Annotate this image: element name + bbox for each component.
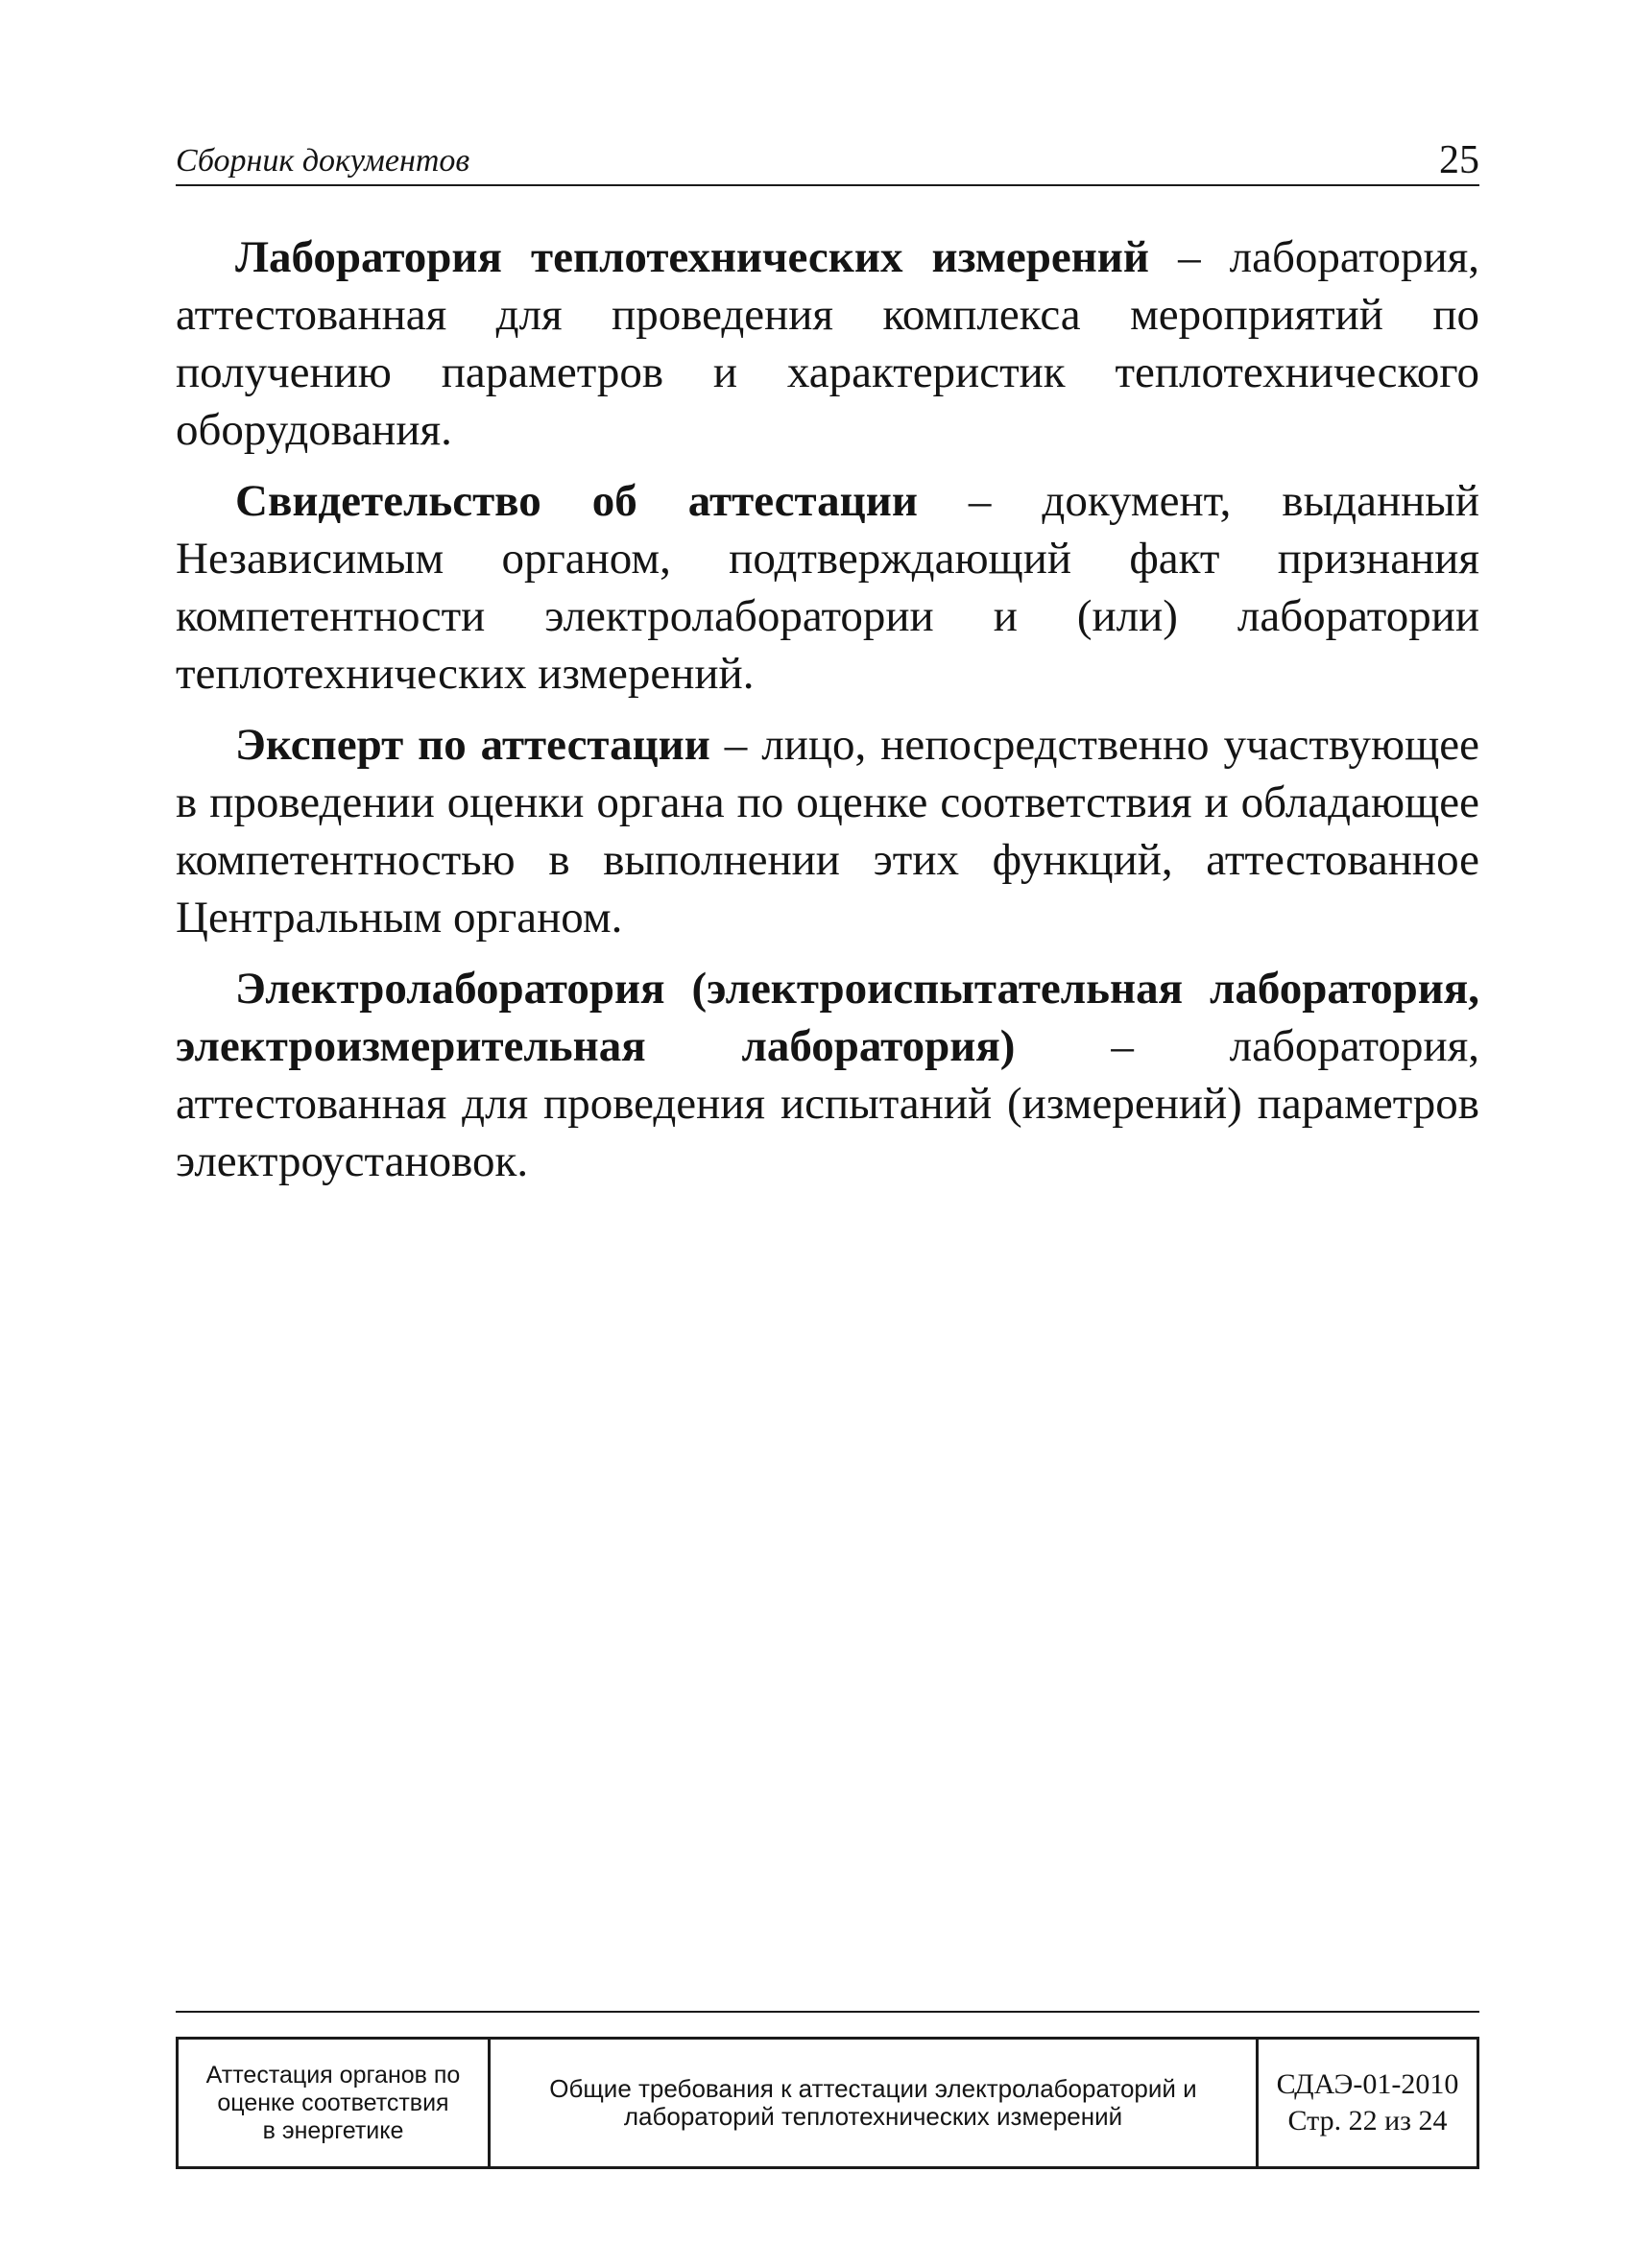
footer-title-line: лабораторий теплотехнических измерений bbox=[623, 2102, 1123, 2131]
definition-paragraph bbox=[176, 716, 1479, 946]
definition-paragraph bbox=[176, 228, 1479, 459]
footer-document-code bbox=[1256, 2040, 1477, 2166]
definition-term: Эксперт по аттестации bbox=[235, 720, 710, 770]
definition-paragraph bbox=[176, 472, 1479, 703]
footer-organization-line: оценке соответствия bbox=[217, 2089, 449, 2116]
page-number: 25 bbox=[1439, 138, 1479, 182]
definition-text: – документ, выданный Независимым органом, подтверждающий факт признания компетентности электролаборатории и (или) лаборатории теплотехнических измерений. bbox=[176, 476, 1479, 699]
definition-term: Лаборатория теплотехнических измерений bbox=[235, 232, 1149, 282]
definition-paragraph bbox=[176, 960, 1479, 1190]
definition-text: – лаборатория, аттестованная для проведения испытаний (измерений) параметров электроустановок. bbox=[176, 1021, 1479, 1186]
running-header bbox=[176, 123, 1479, 186]
footer-title-line: Общие требования к аттестации электролабораторий и bbox=[549, 2074, 1197, 2103]
definitions-body bbox=[176, 228, 1479, 1204]
footer-document-title bbox=[488, 2040, 1256, 2166]
page-reference: Стр. 22 из 24 bbox=[1287, 2105, 1448, 2137]
footer-organization-line: в энергетике bbox=[262, 2116, 404, 2144]
running-title: Сборник документов bbox=[176, 143, 470, 179]
definition-text: – лицо, непосредственно участвующее в проведении оценки органа по оценке соответствия и обладающее компетентностью в выполнении этих функций, аттестованное Центральным органом. bbox=[176, 720, 1479, 943]
definition-term: Электролаборатория (электроиспытательная лаборатория, электроизмерительная лаборатория) bbox=[176, 964, 1479, 1071]
footer-rule bbox=[176, 2011, 1479, 2013]
definition-term: Свидетельство об аттестации bbox=[235, 476, 918, 526]
footer-table bbox=[176, 2037, 1479, 2169]
footer-organization-line: Аттестация органов по bbox=[205, 2061, 461, 2089]
document-code: СДАЭ-01-2010 bbox=[1276, 2068, 1459, 2100]
definition-text: – лаборатория, аттестованная для проведения комплекса мероприятий по получению параметров и характеристик теплотехнического оборудования. bbox=[176, 232, 1479, 455]
footer-organization bbox=[179, 2040, 488, 2166]
